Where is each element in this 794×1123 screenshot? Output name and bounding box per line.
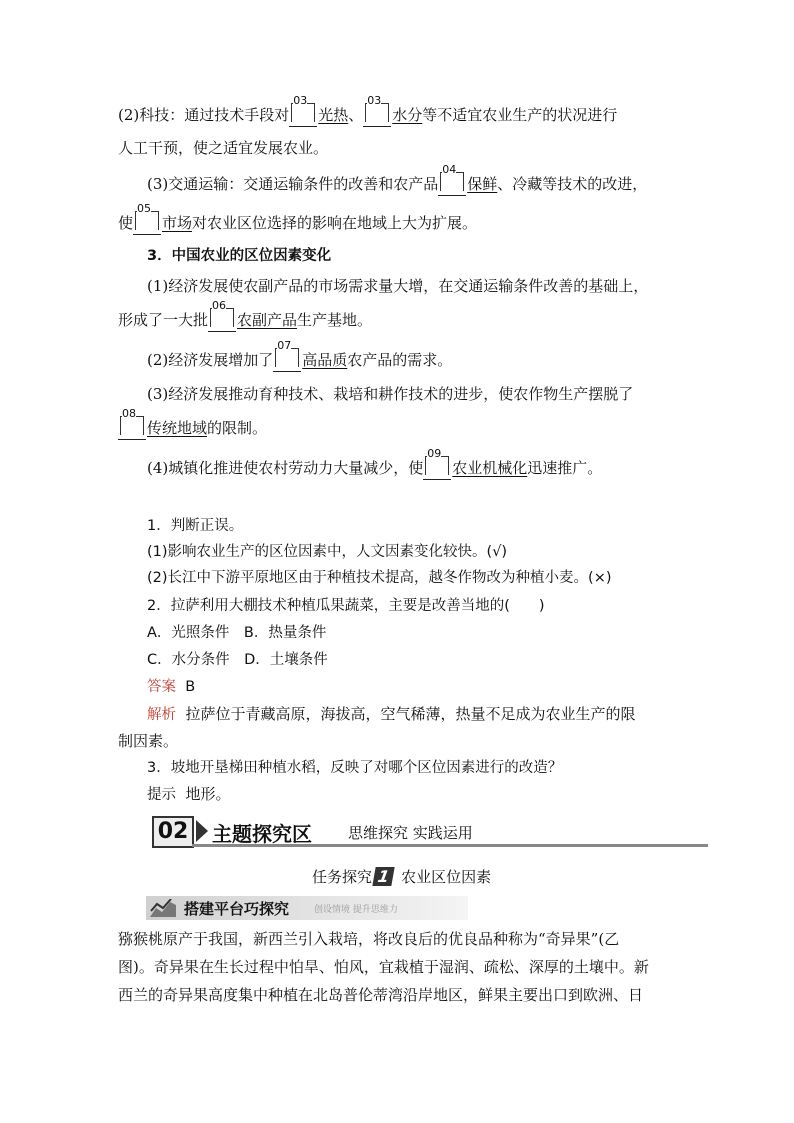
exercise-3: 3．坡地开垦梯田种植水稻，反映了对哪个区位因素进行的改造？ bbox=[147, 760, 563, 776]
chart-trend-icon bbox=[150, 899, 176, 917]
answer-text: 市场 bbox=[162, 214, 193, 232]
analysis-line-2: 制因素。 bbox=[118, 732, 179, 750]
para-china-1a: (1)经济发展使农副产品的市场需求量大增，在交通运输条件改善的基础上， bbox=[147, 277, 649, 295]
exercise-1-1: (1)影响农业生产的区位因素中，人文因素变化较快。(√) bbox=[147, 544, 508, 560]
answer-blank: 04 bbox=[440, 172, 464, 191]
answer-blank: 03 bbox=[291, 103, 315, 122]
answer-text: 高品质 bbox=[302, 351, 348, 369]
section-rule bbox=[192, 844, 708, 847]
paragraph-line: 猕猴桃原产于我国，新西兰引入栽培，将改良后的优良品种称为“奇异果”(乙 bbox=[118, 930, 620, 948]
answer-blank: 06 bbox=[210, 308, 234, 327]
section-banner bbox=[152, 816, 708, 846]
para-tech-1: (2)科技：通过技术手段对 03 光热、 03 水分等不适宜农业生产的状况进行 bbox=[118, 94, 618, 124]
answer-blank: 07 bbox=[275, 348, 299, 367]
answer-text: 光热 bbox=[318, 106, 349, 124]
exercise-2-options-ab: A．光照条件 B．热量条件 bbox=[147, 625, 327, 641]
answer-label: 答案 bbox=[147, 679, 176, 695]
answer-text: 农副产品 bbox=[237, 311, 298, 329]
para-transport-1: (3)交通运输：交通运输条件的改善和农产品 04 保鲜、冷藏等技术的改进， bbox=[147, 163, 648, 193]
task-number: 1 bbox=[372, 867, 394, 886]
answer-line: 答案 B bbox=[147, 679, 196, 695]
exercise-2-options-cd: C．水分条件 D．土壤条件 bbox=[147, 652, 328, 668]
para-china-2: (2)经济发展增加了 07 高品质农产品的需求。 bbox=[147, 339, 453, 369]
exercise-1: 1．判断正误。 bbox=[147, 518, 244, 534]
tip-line: 提示 地形。 bbox=[147, 785, 231, 803]
para-china-3a: (3)经济发展推动育种技术、栽培和耕作技术的进步，使农作物生产摆脱了 bbox=[147, 385, 634, 403]
platform-heading: 搭建平台巧探究 创设情境 提升思维力 bbox=[146, 896, 468, 920]
section-heading: 3．中国农业的区位因素变化 bbox=[147, 248, 332, 264]
exercise-2: 2．拉萨利用大棚技术种植瓜果蔬菜，主要是改善当地的( ) bbox=[147, 598, 545, 614]
section-title: 主题探究区 bbox=[212, 822, 312, 846]
answer-text: 水分 bbox=[392, 106, 423, 124]
para-china-1b: 形成了一大批 06 农副产品生产基地。 bbox=[118, 299, 373, 329]
tip-label: 提示 bbox=[147, 787, 176, 803]
para-tech-2: 人工干预，使之适宜发展农业。 bbox=[118, 139, 329, 157]
exercise-1-2: (2)长江中下游平原地区由于种植技术提高，越冬作物改为种植小麦。(×) bbox=[147, 570, 612, 586]
triangle-icon bbox=[196, 820, 208, 842]
analysis-line-1: 解析 拉萨位于青藏高原，海拔高，空气稀薄，热量不足成为农业生产的限 bbox=[147, 705, 636, 723]
section-subtitle: 思维探究 实践运用 bbox=[348, 824, 473, 842]
para-china-4: (4)城镇化推进使农村劳动力大量减少，使 09 农业机械化迅速推广。 bbox=[147, 447, 603, 477]
answer-text: 保鲜 bbox=[467, 175, 498, 193]
answer-blank: 03 bbox=[365, 103, 389, 122]
answer-text: 农业机械化 bbox=[452, 459, 528, 477]
para-china-3b: 08 传统地域的限制。 bbox=[122, 407, 268, 437]
answer-blank: 08 bbox=[120, 416, 144, 435]
analysis-label: 解析 bbox=[147, 707, 176, 723]
answer-text: 传统地域 bbox=[147, 419, 208, 437]
task-heading: 任务探究 1 农业区位因素 bbox=[312, 867, 492, 886]
paragraph-line: 西兰的奇异果高度集中种植在北岛普伦蒂湾沿岸地区，鲜果主要出口到欧洲、日 bbox=[118, 986, 644, 1004]
para-transport-2: 使 05 市场对农业区位选择的影响在地域上大为扩展。 bbox=[118, 202, 478, 232]
answer-blank: 09 bbox=[425, 456, 449, 475]
paragraph-line: 图)。奇异果在生长过程中怕旱、怕风，宜栽植于湿润、疏松、深厚的土壤中。新 bbox=[118, 958, 649, 976]
answer-blank: 05 bbox=[135, 211, 159, 230]
section-number: 02 bbox=[152, 816, 194, 848]
